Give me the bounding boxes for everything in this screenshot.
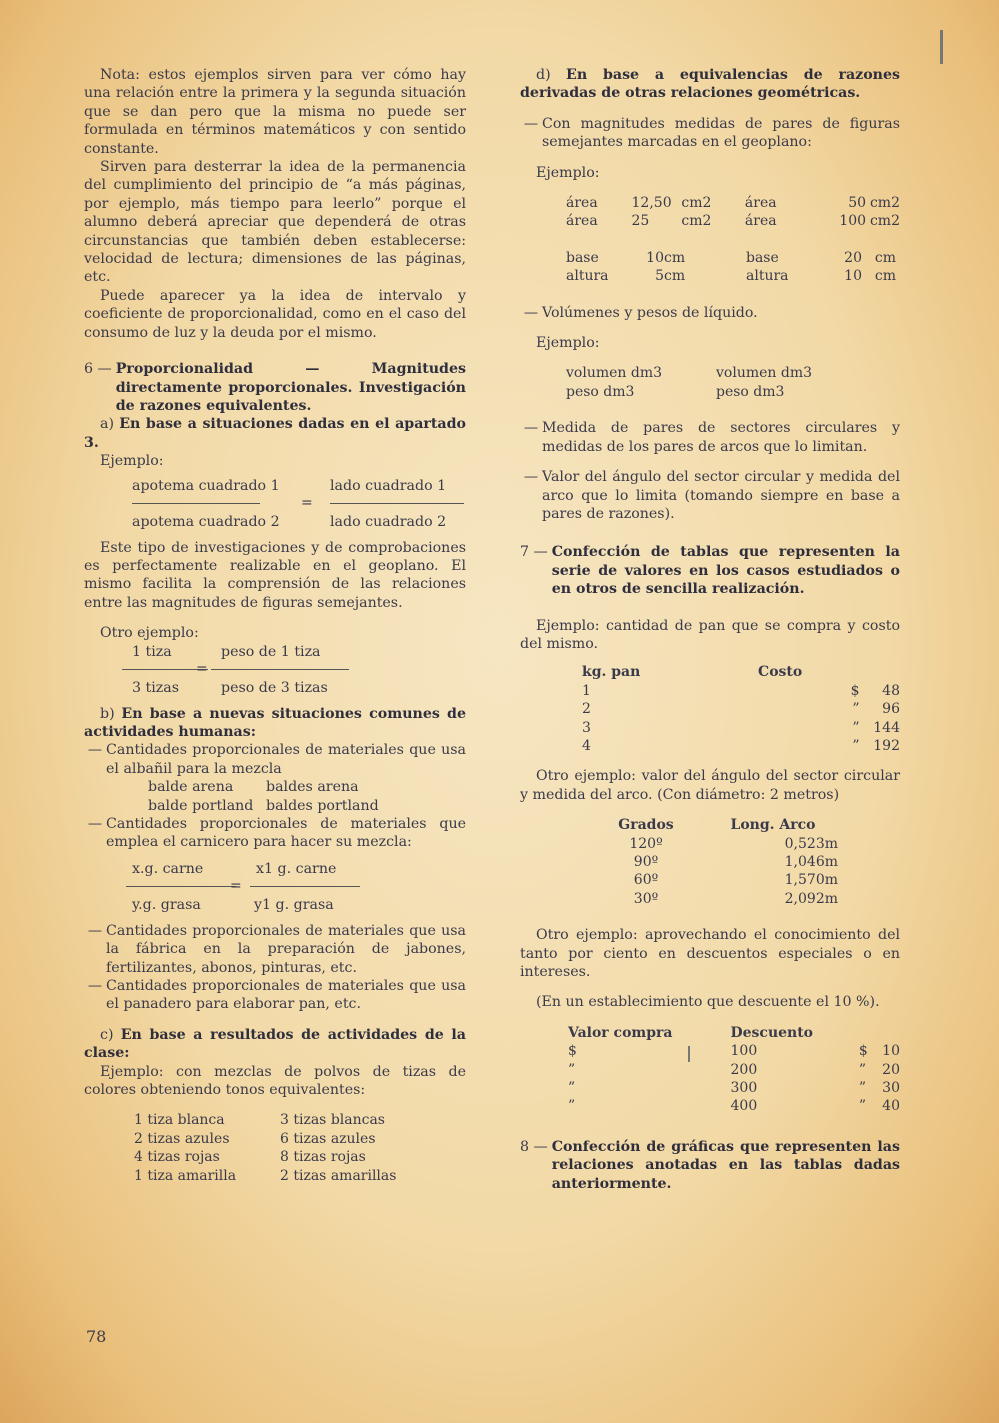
frac3-bottom-left: y.g. grasa bbox=[132, 896, 201, 913]
valor-cell: ” bbox=[568, 1080, 576, 1097]
valor-row bbox=[568, 1042, 900, 1060]
subsection-a-label: a) bbox=[100, 416, 114, 433]
frac1-bottom-left: apotema cuadrado 2 bbox=[132, 513, 280, 530]
fabrica-item bbox=[84, 922, 466, 977]
pan-cell: 144 bbox=[873, 719, 900, 736]
grados-cell: 60º bbox=[633, 872, 659, 889]
sirven-paragraph: Sirven para desterrar la idea de la permanencia del cumplimiento del principio de “a más páginas, por ejemplo, más tiempo para leerlo” porque el alumno deberá apreciar que dependerá de otras circunstancias que también deben establecerse: velocidad de lectura; dimensiones de las páginas, etc. bbox=[84, 159, 466, 286]
subsection-b-text: En base a nuevas situaciones comunes de actividades humanas: bbox=[84, 705, 466, 740]
volumen-table bbox=[566, 364, 866, 401]
otro-ejemplo-label: Otro ejemplo: bbox=[100, 625, 199, 642]
tizas-cell: 1 tiza amarilla bbox=[134, 1167, 237, 1184]
volumenes-text: Volúmenes y pesos de líquido. bbox=[542, 304, 758, 321]
subsection-b-label: b) bbox=[100, 705, 115, 722]
grados-cell: 30º bbox=[633, 890, 659, 907]
grados-table bbox=[584, 816, 838, 908]
section-8-heading bbox=[520, 1138, 900, 1193]
section-6-title: Proporcionalidad — Magnitudes directamente proporcionales. Investigación de razones equivalentes. bbox=[115, 361, 466, 414]
frac1-top-right: lado cuadrado 1 bbox=[330, 477, 447, 494]
valor-row bbox=[568, 1079, 900, 1097]
pan-cell: ” bbox=[852, 719, 860, 736]
tizas-row bbox=[134, 1130, 440, 1148]
pan-head-cell: kg. pan bbox=[582, 664, 641, 681]
establecimiento-text: (En un establecimiento que descuente el 10 %). bbox=[536, 994, 880, 1011]
area-cell: 50 bbox=[848, 195, 867, 212]
pan-ejemplo: Ejemplo: cantidad de pan que se compra y costo del mismo. bbox=[520, 617, 900, 652]
albanil-cell: balde arena bbox=[148, 779, 234, 796]
angulo-item bbox=[520, 468, 900, 523]
pan-cell: 96 bbox=[882, 701, 900, 718]
tizas-cell: 1 tiza blanca bbox=[134, 1112, 225, 1129]
base-cell: base bbox=[566, 249, 599, 266]
grados-head-row bbox=[584, 816, 838, 834]
valor-cell: $ bbox=[858, 1043, 868, 1060]
ejemplo-label-2: Ejemplo: bbox=[536, 335, 600, 352]
base-cell: cm bbox=[874, 249, 896, 266]
pan-row bbox=[582, 682, 900, 700]
volumen-cell: peso dm3 bbox=[566, 383, 635, 400]
section-7-number: 7 — bbox=[520, 544, 548, 561]
tizas-row bbox=[134, 1148, 440, 1166]
grados-cell: 1,570m bbox=[784, 872, 838, 889]
panadero-text: Cantidades proporcionales de materiales que usa el panadero para elaborar pan, etc. bbox=[106, 978, 466, 1013]
tanto-ejemplo: Otro ejemplo: aprovechando el conocimiento del tanto por ciento en descuentos especiales o en intereses. bbox=[520, 927, 900, 981]
pan-head-cell: Costo bbox=[758, 664, 803, 681]
area-cell: 12,50 bbox=[631, 195, 672, 212]
section-7-heading bbox=[520, 543, 900, 598]
margin-mark bbox=[940, 30, 943, 64]
base-cell: altura bbox=[566, 268, 609, 285]
frac3-right-bar bbox=[250, 886, 360, 887]
pan-row bbox=[582, 719, 900, 737]
volumen-cell: peso dm3 bbox=[716, 383, 785, 400]
section-7-title: Confección de tablas que representen la serie de valores en los casos estudiados o en otros de sencilla realización. bbox=[551, 544, 900, 598]
geoplano-item bbox=[520, 115, 900, 152]
dash-mark: — bbox=[87, 742, 103, 759]
tizas-cell: 2 tizas azules bbox=[134, 1130, 230, 1147]
albanil-item bbox=[84, 741, 466, 778]
dash-mark: — bbox=[87, 922, 103, 939]
pan-row bbox=[582, 737, 900, 755]
valor-cell: $ bbox=[568, 1043, 577, 1060]
tizas-cell: 4 tizas rojas bbox=[134, 1149, 220, 1166]
tizas-ejemplo: Ejemplo: con mezclas de polvos de tizas de colores obteniendo tonos equivalentes: bbox=[84, 1063, 466, 1099]
valor-cell: 100 bbox=[730, 1043, 758, 1060]
albanil-text: Cantidades proporcionales de materiales que usa el albañil para la mezcla bbox=[106, 742, 466, 777]
page-number: 78 bbox=[86, 1327, 107, 1346]
valor-cell: ” bbox=[568, 1061, 576, 1078]
volumen-cell: volumen dm3 bbox=[716, 365, 813, 382]
albanil-table bbox=[84, 778, 466, 815]
pan-table bbox=[582, 663, 900, 755]
dash-mark: — bbox=[87, 978, 103, 995]
left-column bbox=[84, 66, 466, 1185]
grados-cell: 120º bbox=[629, 835, 663, 852]
pan-head-row bbox=[582, 663, 900, 681]
tizas-cell: 2 tizas amarillas bbox=[280, 1167, 397, 1184]
descuento-table bbox=[568, 1024, 900, 1116]
frac1-equals: = bbox=[301, 494, 313, 511]
section-8-number: 8 — bbox=[520, 1138, 548, 1155]
subsection-d bbox=[520, 66, 900, 103]
pan-cell: 192 bbox=[873, 737, 900, 754]
base-cell: 5 bbox=[655, 268, 664, 285]
fraction-carne bbox=[84, 860, 466, 916]
puede-paragraph: Puede aparecer ya la idea de intervalo y coeficiente de proporcionalidad, como en el caso del consumo de luz y la deuda por el mismo. bbox=[84, 287, 466, 341]
area-table bbox=[566, 194, 900, 231]
fabrica-text: Cantidades proporcionales de materiales que usa la fábrica en la preparación de jabones, fertilizantes, abonos, pinturas, etc. bbox=[106, 922, 466, 976]
valor-row bbox=[568, 1097, 900, 1115]
ejemplo-label: Ejemplo: bbox=[536, 164, 600, 181]
area-cell: cm2 bbox=[681, 213, 712, 230]
frac1-bottom-right: lado cuadrado 2 bbox=[330, 513, 447, 530]
frac2-right-bar bbox=[211, 669, 349, 670]
area-cell: cm2 bbox=[869, 195, 900, 212]
sectores-item bbox=[520, 419, 900, 456]
frac2-bottom-left: 3 tizas bbox=[132, 679, 179, 696]
valor-head-row bbox=[568, 1024, 900, 1042]
fraction-apotema bbox=[84, 477, 466, 533]
area-cell: área bbox=[566, 213, 598, 230]
section-6-heading bbox=[84, 360, 466, 415]
subsection-d-text: En base a equivalencias de razones derivadas de otras relaciones geométricas. bbox=[520, 67, 900, 102]
volumen-row bbox=[566, 364, 866, 382]
frac3-top-left: x.g. carne bbox=[132, 860, 204, 877]
valor-cell: 10 bbox=[882, 1043, 900, 1060]
valor-cell: ” bbox=[858, 1061, 866, 1078]
grados-cell: 2,092m bbox=[784, 890, 838, 907]
base-row bbox=[566, 267, 896, 285]
frac3-bottom-right: y1 g. grasa bbox=[254, 896, 334, 913]
valor-cell: ” bbox=[858, 1080, 866, 1097]
valor-cell: ” bbox=[858, 1098, 866, 1115]
tizas-cell: 6 tizas azules bbox=[280, 1130, 376, 1147]
pan-cell: $ bbox=[850, 682, 860, 699]
subsection-c-label: c) bbox=[100, 1026, 114, 1043]
subsection-a-text: En base a situaciones dadas en el apartado 3. bbox=[84, 416, 466, 451]
grados-cell: 90º bbox=[633, 854, 659, 870]
grados-head-cell: Grados bbox=[618, 817, 674, 834]
area-cell: cm2 bbox=[681, 195, 712, 212]
pan-cell: 2 bbox=[582, 701, 591, 718]
frac2-bottom-right: peso de 3 tizas bbox=[221, 679, 328, 696]
valor-head-cell: Valor compra bbox=[568, 1024, 673, 1041]
grados-row bbox=[584, 871, 838, 889]
frac1-top-left: apotema cuadrado 1 bbox=[132, 477, 280, 494]
nota-paragraph: Nota: estos ejemplos sirven para ver cómo hay una relación entre la primera y la segunda situación que se dan pero que la misma no puede ser formulada en términos matemáticos y con sentido constante. bbox=[84, 67, 466, 157]
dash-mark: — bbox=[523, 115, 539, 132]
subsection-c bbox=[84, 1026, 466, 1063]
grados-head-cell: Long. Arco bbox=[730, 817, 816, 834]
area-cell: cm2 bbox=[869, 213, 900, 230]
frac1-right-bar bbox=[330, 503, 464, 504]
area-row bbox=[566, 212, 900, 230]
base-cell: base bbox=[746, 249, 779, 266]
area-cell: área bbox=[566, 195, 598, 212]
panadero-item bbox=[84, 977, 466, 1014]
dash-mark: — bbox=[523, 420, 539, 437]
valor-cell: 30 bbox=[882, 1080, 900, 1097]
valor-cell: 20 bbox=[882, 1061, 900, 1078]
valor-cell: 400 bbox=[730, 1098, 758, 1115]
tizas-table bbox=[134, 1111, 440, 1185]
section-6-number: 6 — bbox=[84, 361, 112, 378]
margin-mark bbox=[688, 1046, 690, 1062]
dash-mark: — bbox=[523, 469, 539, 486]
base-cell: 10 bbox=[844, 268, 862, 285]
pan-cell: 1 bbox=[582, 682, 591, 699]
dash-mark: — bbox=[523, 304, 539, 321]
frac2-equals: = bbox=[196, 660, 208, 677]
volumen-row bbox=[566, 383, 866, 401]
grados-cell: 0,523m bbox=[784, 835, 838, 852]
valor-cell: 40 bbox=[882, 1098, 900, 1115]
valor-cell: ” bbox=[568, 1098, 576, 1115]
base-row bbox=[566, 249, 896, 267]
carnicero-text: Cantidades proporcionales de materiales que emplea el carnicero para hacer su mezcla: bbox=[106, 816, 466, 851]
pan-cell: 48 bbox=[882, 682, 900, 699]
grados-row bbox=[584, 835, 838, 853]
albanil-cell: baldes arena bbox=[266, 779, 359, 796]
frac2-top-right: peso de 1 tiza bbox=[221, 643, 321, 660]
valor-cell: 200 bbox=[730, 1061, 758, 1078]
base-table bbox=[566, 249, 896, 286]
sectores-text: Medida de pares de sectores circulares y medidas de los pares de arcos que lo limitan. bbox=[542, 420, 900, 455]
subsection-a bbox=[84, 415, 466, 452]
frac3-equals: = bbox=[230, 877, 242, 894]
dash-mark: — bbox=[87, 816, 103, 832]
area-cell: área bbox=[744, 213, 777, 230]
albanil-cell: baldes portland bbox=[266, 797, 379, 814]
tizas-row bbox=[134, 1111, 440, 1129]
volumen-cell: volumen dm3 bbox=[566, 365, 663, 382]
base-cell: cm bbox=[664, 268, 686, 285]
frac1-left-bar bbox=[132, 503, 260, 504]
angulo-ejemplo: Otro ejemplo: valor del ángulo del sector circular y medida del arco. (Con diámetro: 2 metros) bbox=[520, 768, 900, 803]
area-row bbox=[566, 194, 900, 212]
valor-head-cell: Descuento bbox=[730, 1024, 814, 1041]
section-8-title: Confección de gráficas que representen las relaciones anotadas en las tablas dadas anteriormente. bbox=[551, 1138, 900, 1192]
pan-cell: ” bbox=[852, 737, 860, 754]
area-cell: área bbox=[744, 195, 777, 212]
tizas-cell: 8 tizas rojas bbox=[280, 1149, 366, 1166]
subsection-d-label: d) bbox=[536, 67, 551, 83]
angulo-text: Valor del ángulo del sector circular y medida del arco que lo limita (tomando siempre en base a pares de razones). bbox=[542, 469, 900, 522]
valor-row bbox=[568, 1061, 900, 1079]
area-cell: 100 bbox=[839, 213, 867, 230]
base-cell: cm bbox=[874, 268, 896, 285]
grados-cell: 1,046m bbox=[784, 854, 838, 870]
frac3-left-bar bbox=[126, 886, 236, 887]
base-cell: cm bbox=[664, 249, 686, 266]
fraction-tiza bbox=[84, 643, 466, 699]
pan-cell: 4 bbox=[582, 737, 591, 754]
pan-row bbox=[582, 700, 900, 718]
subsection-b bbox=[84, 705, 466, 742]
geoplano-text: Con magnitudes medidas de pares de figuras semejantes marcadas en el geoplano: bbox=[542, 115, 900, 151]
tizas-row bbox=[134, 1167, 440, 1185]
ejemplo-label: Ejemplo: bbox=[100, 453, 164, 470]
grados-row bbox=[584, 890, 838, 908]
tizas-cell: 3 tizas blancas bbox=[280, 1112, 385, 1129]
albanil-cell: balde portland bbox=[148, 797, 254, 814]
area-cell: 25 bbox=[631, 213, 650, 230]
volumenes-item bbox=[520, 304, 900, 322]
grados-row bbox=[584, 853, 838, 871]
pan-cell: 3 bbox=[582, 719, 591, 736]
pan-cell: ” bbox=[852, 701, 860, 718]
frac2-top-left: 1 tiza bbox=[132, 643, 172, 660]
este-tipo-paragraph: Este tipo de investigaciones y de comprobaciones es perfectamente realizable en el geoplano. El mismo facilita la comprensión de las relaciones entre las magnitudes de figuras semejantes. bbox=[84, 539, 466, 611]
subsection-c-text: En base a resultados de actividades de la clase: bbox=[84, 1026, 467, 1062]
valor-cell: 300 bbox=[730, 1080, 758, 1097]
carnicero-item bbox=[84, 815, 466, 852]
base-cell: altura bbox=[746, 268, 789, 285]
frac3-top-right: x1 g. carne bbox=[256, 860, 337, 877]
base-cell: 10 bbox=[646, 249, 664, 266]
right-column bbox=[520, 66, 900, 1193]
base-cell: 20 bbox=[844, 249, 862, 266]
